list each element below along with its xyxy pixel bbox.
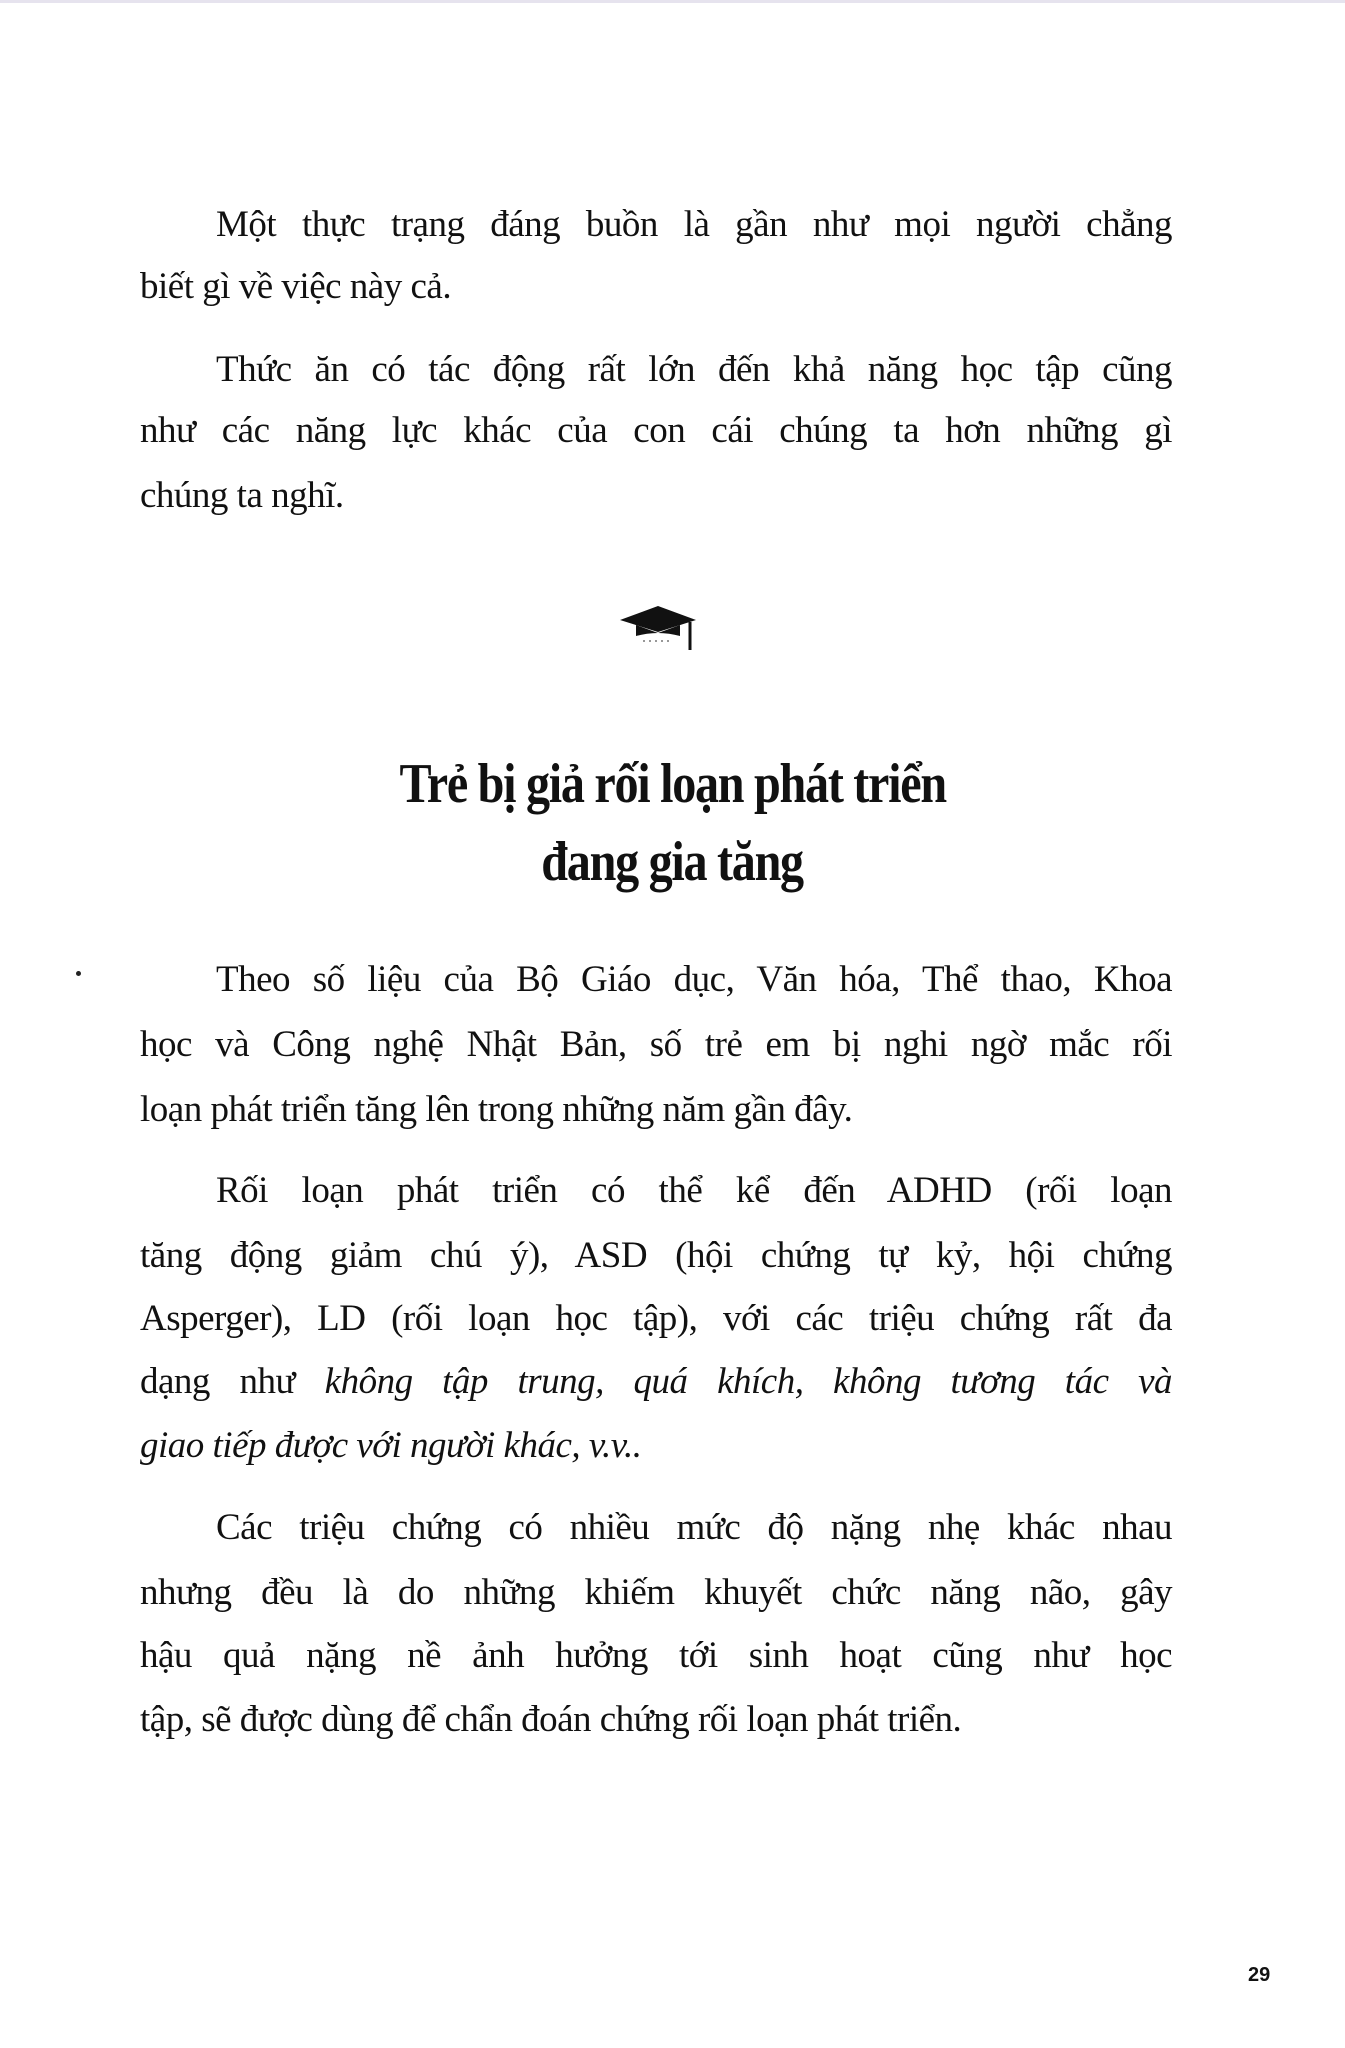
scan-edge [0,0,1345,3]
text-line: loạn phát triển tăng lên trong những năm gần đây. [140,1089,853,1130]
heading-text: Trẻ bị giả rối loạn phát triển [399,753,946,815]
scan-speck [76,971,81,976]
text-line: biết gì về việc này cả. [140,266,452,307]
text-line: học và Công nghệ Nhật Bản, số trẻ em bị nghi ngờ mắc rối [140,1024,1172,1065]
text-line: nhưng đều là do những khiếm khuyết chức năng não, gây [140,1572,1172,1613]
text-line: Thức ăn có tác động rất lớn đến khả năng học tập cũng [216,349,1172,390]
heading-line [0,744,1345,824]
text-line: Asperger), LD (rối loạn học tập), với các triệu chứng rất đa [140,1298,1172,1339]
heading-text: đang gia tăng [541,831,804,893]
text-line: như các năng lực khác của con cái chúng ta hơn những gì [140,410,1172,451]
text-line: Theo số liệu của Bộ Giáo dục, Văn hóa, Thể thao, Khoa [216,959,1172,1000]
page-number: 29 [1248,1964,1271,1986]
text-line: Rối loạn phát triển có thể kể đến ADHD (rối loạn [216,1170,1172,1211]
text-line: chúng ta nghĩ. [140,475,344,516]
text-line: Một thực trạng đáng buồn là gần như mọi người chẳng [216,204,1172,245]
text-line: giao tiếp được với người khác, v.v.. [140,1425,642,1466]
text-line: hậu quả nặng nề ảnh hưởng tới sinh hoạt cũng như học [140,1635,1172,1676]
heading-line [0,822,1345,902]
text-line [140,1350,1172,1414]
text-line: tăng động giảm chú ý), ASD (hội chứng tự kỷ, hội chứng [140,1235,1172,1276]
graduation-cap-icon [618,600,698,660]
italic-segment: không tập trung, quá khích, không tương tác và [324,1361,1172,1402]
text-line: tập, sẽ được dùng để chẩn đoán chứng rối loạn phát triển. [140,1699,962,1740]
text-segment: dạng như [140,1361,325,1402]
text-line: Các triệu chứng có nhiều mức độ nặng nhẹ khác nhau [216,1507,1172,1548]
